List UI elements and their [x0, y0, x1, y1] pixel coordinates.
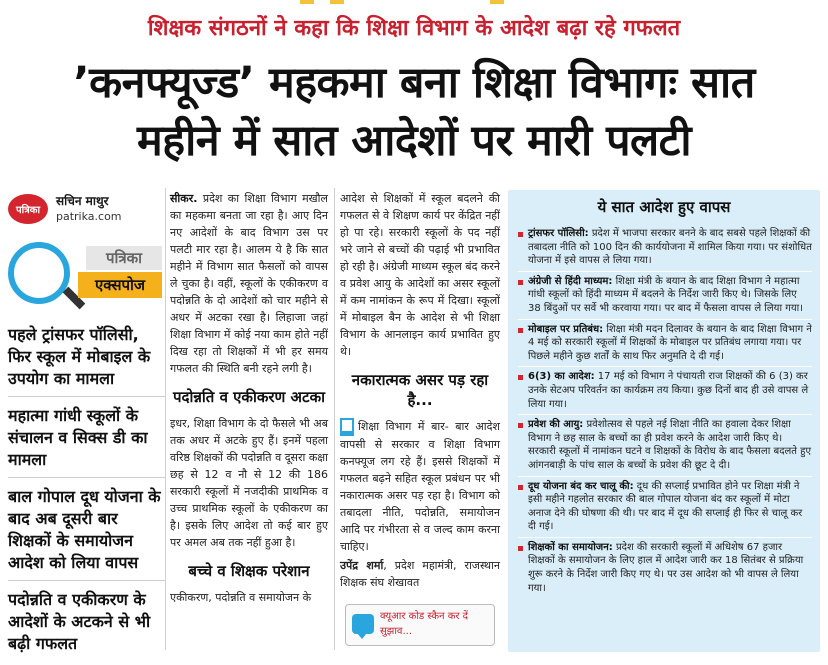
subhead: पदोन्नति व एकीकरण अटका: [173, 388, 325, 406]
item-text: प्रदेश में भाजपा सरकार बनने के बाद सबसे पहले शिक्षकों की तबादला नीति को 100 दिन की कार्ययोजना में शामिल किया गया। पर संशोधित योजना में इसे वापस ले लिया गया।: [528, 228, 812, 267]
sidebar-item: [518, 415, 812, 476]
item-text: 17 मई को विभाग ने पंचायती राज शिक्षकों की 6 (3) कर उनके सेटअप परिवर्तन का कार्यक्रम तय किया। कुछ दिनों बाद ही उसे वापस ले लिया गया।: [528, 371, 809, 410]
column-divider: [165, 188, 166, 650]
teaser-item: बाल गोपाल दूध योजना के बाद अब दूसरी बार शिक्षकों के समायोजन आदेश को लिया वापस: [8, 484, 165, 581]
article-headline: [0, 54, 828, 170]
magnifier-icon: [8, 242, 70, 304]
qr-prompt-text: क्यूआर कोड स्कैन कर दें सुझाव...: [380, 611, 468, 637]
body-column-2: [340, 190, 500, 591]
quote-signature: [340, 557, 500, 591]
sidebar-box: [508, 190, 820, 652]
article-kicker: शिक्षक संगठनों ने कहा कि शिक्षा विभाग के आदेश बढ़ा रहे गफलत: [147, 16, 681, 41]
sidebar-item: [518, 538, 812, 598]
subhead: नकारात्मक असर पड़ रहा है...: [351, 371, 489, 409]
byline: [8, 190, 158, 230]
quote-icon: [340, 418, 354, 436]
body-paragraph: [170, 190, 328, 377]
quote-text: शिक्षा विभाग में बार- बार आदेश वापसी से सरकार व शिक्षा विभाग कनफ्यूज लग रहे हैं। इससे शिक्षकों में गफलत बढ़ने सहित स्कूल प्रबंधन पर भी नकारात्मक असर पड़ रहा है। विभाग को तबादला नीति, पदोन्नति, समायोजन आदि पर गंभीरता से व जल्द काम करना चाहिए।: [340, 420, 500, 553]
teaser-list: [8, 322, 165, 665]
item-lead: अंग्रेजी से हिंदी माध्यम:: [528, 275, 613, 287]
body-column-1: [170, 190, 328, 606]
paragraph-text: प्रदेश का शिक्षा विभाग मखौल का महकमा बनता जा रहा है। आए दिन नए आदेशों के बाद विभाग उस पर पलटी मार रहा है। आलम ये है कि सात महीने में विभाग सात फैसलों को वापस ले चुका है। वहीं, स्कूलों के एकीकरण व पदोन्नति के दो आदेशों को चार महीने से अधर में अटका रखा है। लिहाजा जहां शिक्षा विभाग में कोई नया काम होते नहीं दिख रहा तो शिक्षकों में भी हर समय गफलत की स्थिति बनी रहने लगी है।: [170, 192, 328, 375]
patrika-logo-icon: पत्रिका: [8, 194, 48, 224]
chat-bubble-icon: [352, 614, 374, 634]
author-name: सचिन माथुर: [56, 194, 109, 208]
expose-label-bottom: एक्सपोज: [78, 272, 162, 298]
rule-segment: [300, 0, 314, 4]
body-paragraph: इधर, शिक्षा विभाग के दो फैसले भी अब तक अधर में अटके हुए हैं। इनमें पहला वरिष्ठ शिक्षकों की पदोन्नति व दूसरा कक्षा छह से 12 व नौ से 12 की 186 सरकारी स्कूलों में नजदीकी प्राथमिक व उच्च प्राथमिक स्कूलों के एकीकरण का है। इसके लिए आदेश तो कई बार हुए पर अमल अब तक नहीं हुआ है।: [170, 417, 328, 549]
item-lead: मोबाइल पर प्रतिबंध:: [528, 323, 604, 335]
body-paragraph: आदेश से शिक्षकों में स्कूल बदलने की गफलत से वे शिक्षण कार्य पर केंद्रित नहीं हो पा रहे। सरकारी स्कूलों के पद नहीं भरे जाने से बच्चों की पढ़ाई भी प्रभावित हो रही है। अंग्रेजी माध्यम स्कूल बंद करने व प्रवेश आयु के आदेशों का असर स्कूलों में कम नामांकन के रूप में दिखा। स्कूलों में मोबाइल बैन के आदेश से भी शिक्षा विभाग के आनलाइन कार्य प्रभावित हुए थे।: [340, 192, 500, 358]
pull-quote: [340, 418, 500, 555]
sidebar-item: [518, 224, 812, 272]
item-text: दूध की सप्लाई प्रभावित होने पर शिक्षा मंत्री ने इसी महीने गहलोत सरकार की बाल गोपाल योजना बंद कर स्कूलों में मोटा अनाज देने की घोषणा की थी। पर बाद में दूध की सप्लाई ही फिर से चालू कर दी गई।: [528, 480, 803, 533]
body-paragraph: एकीकरण, पदोन्नति व समायोजन के: [170, 591, 312, 604]
qr-suggestion-box[interactable]: [345, 604, 495, 646]
item-lead: 6(3) का आदेश:: [528, 371, 595, 383]
sidebar-title: ये सात आदेश हुए वापस: [597, 198, 731, 216]
signature-name: उपेंद्र शर्मा: [340, 559, 384, 572]
sidebar-item: [518, 272, 812, 320]
item-text: प्रवेशोत्सव से पहले नई शिक्षा नीति का हवाला देकर शिक्षा विभाग ने छह साल के बच्चों का ही प्रवेश करने के आदेश जारी किए थे। सरकारी स्कूलों में नामांकन घटने व शिक्षकों के विरोध के बाद फैसला बदलते हुए आंगनबाड़ी के पांच साल के बच्चों के प्रवेश की छूट दे दी।: [528, 419, 812, 471]
headline-line-1: ’कनफ्यूज्ड’ महकमा बना शिक्षा विभागः सात: [73, 58, 755, 108]
sidebar-item: [518, 477, 812, 538]
item-lead: प्रवेश की आयु:: [528, 419, 584, 431]
signature-title: , प्रदेश महामंत्री, राजस्थान शिक्षक संघ शेखावत: [340, 559, 500, 589]
rule-segment: [330, 0, 344, 4]
subhead: बच्चे व शिक्षक परेशान: [188, 562, 310, 580]
top-color-rule: [0, 0, 828, 4]
item-lead: शिक्षकों का समायोजन:: [528, 541, 613, 553]
item-lead: दूध योजना बंद कर चालू की:: [528, 480, 634, 492]
teaser-item: पहले ट्रांसफर पॉलिसी, फिर स्कूल में मोबाइल के उपयोग का मामला: [8, 322, 165, 397]
expose-label-top: पत्रिका: [86, 246, 162, 270]
headline-line-2: महीने में सात आदेशों पर मारी पलटी: [137, 116, 691, 166]
sidebar-item: [518, 367, 812, 415]
item-text: शिक्षा मंत्री के बयान के बाद शिक्षा विभाग ने महात्मा गांधी स्कूलों को हिंदी माध्यम में बदलने के निर्देश जारी किए थे। जिसके लिए 38 बिंदुओं पर सर्वे भी करवाया गया। पर बाद में फैसला वापस ले लिया गया।: [528, 275, 804, 314]
teaser-item: पदोन्नति व एकीकरण के आदेशों के अटकने से भी बढ़ी गफलत: [8, 590, 151, 653]
teaser-item: महात्मा गांधी स्कूलों के संचालन व सिक्स डी का मामला: [8, 403, 165, 478]
rule-segment: [490, 0, 504, 4]
item-text: शिक्षा मंत्री मदन दिलावर के बयान के बाद शिक्षा विभाग ने 4 मई को सरकारी स्कूलों में शिक्षकों के मोबाइल पर प्रतिबंध लगाया गया। पर पिछले महीने कुछ शर्तों के साथ फिर अनुमति दे दी गई।: [528, 323, 812, 362]
expose-badge: [8, 240, 163, 310]
site-link[interactable]: patrika.com: [56, 210, 122, 223]
item-text: प्रदेश की सरकारी स्कूलों में अधिशेष 67 हजार शिक्षकों के समायोजन के लिए हाल में आदेश जारी कर 18 सितंबर से प्रक्रिया शुरू करने के निर्देश जारी किए गए थे। पर उस आदेश को भी वापस ले लिया गया।: [528, 541, 804, 594]
item-lead: ट्रांसफर पॉलिसी:: [528, 228, 589, 239]
sidebar-item: [518, 320, 812, 368]
column-divider: [334, 188, 335, 650]
dateline: सीकर.: [170, 192, 198, 205]
